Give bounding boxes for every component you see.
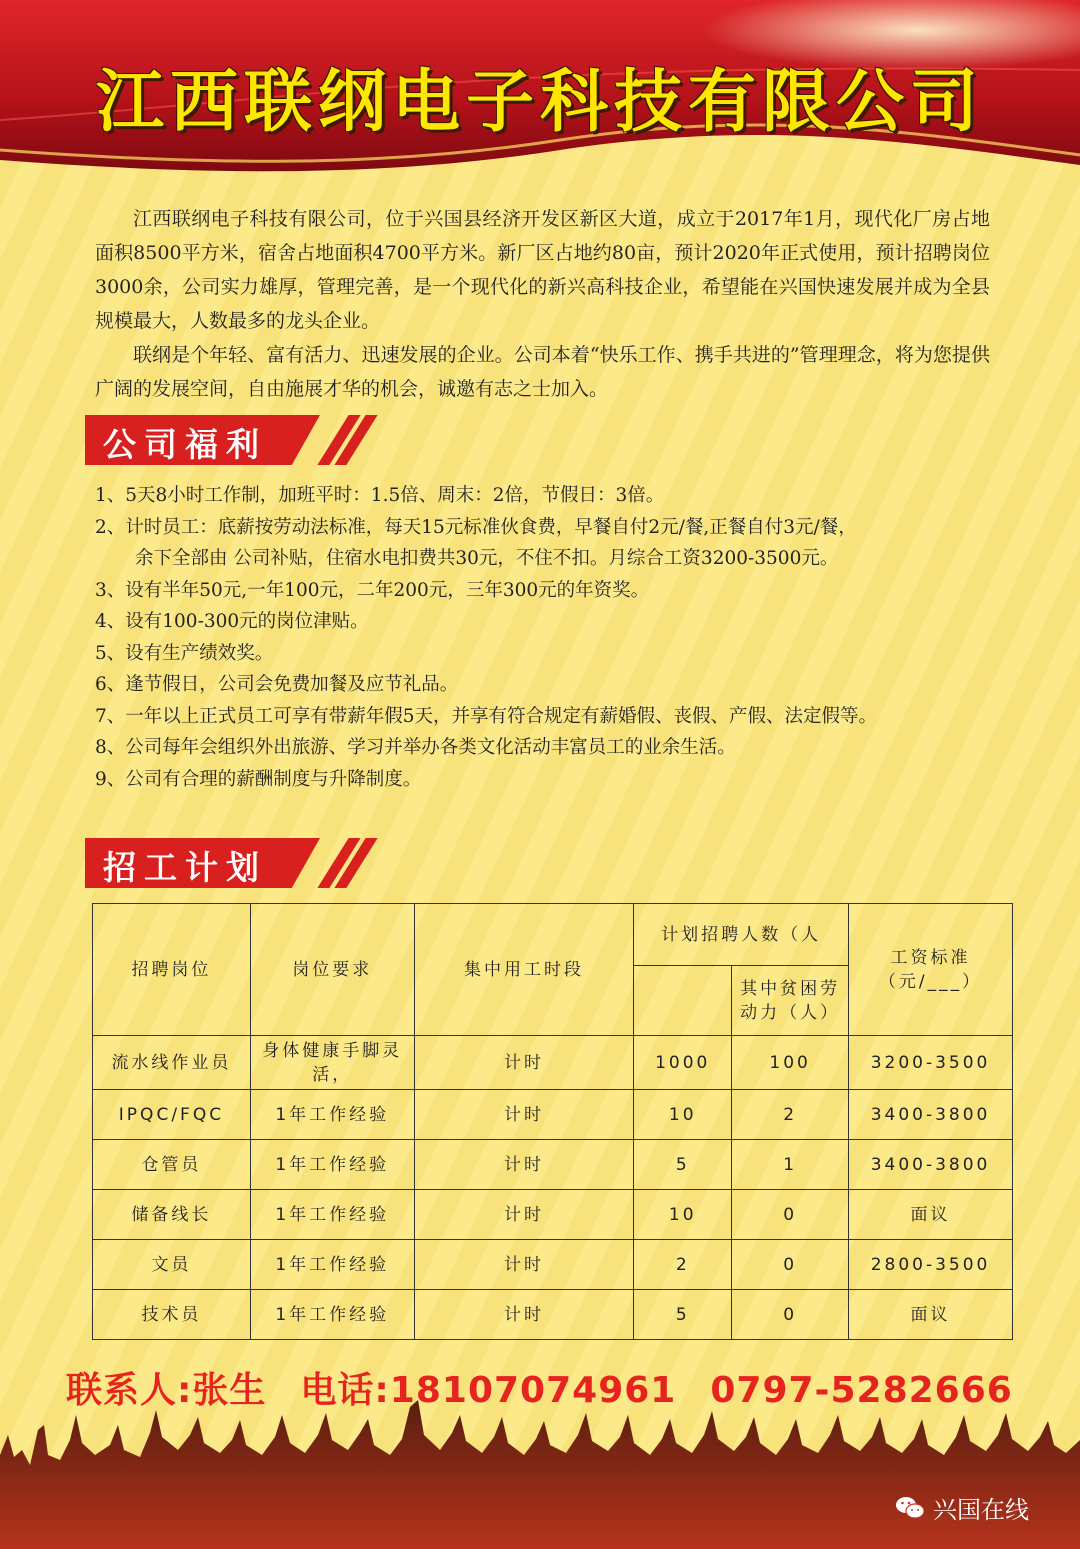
- cell-period: 计时: [414, 1240, 634, 1290]
- cell-salary: 面议: [849, 1290, 1013, 1340]
- header-poor: 其中贫困劳动力（人）: [732, 966, 849, 1036]
- cell-poor: 0: [732, 1240, 849, 1290]
- contact-phone: 电话:18107074961: [300, 1370, 677, 1411]
- plan-heading: 招工计划: [103, 848, 267, 887]
- watermark-text: 兴国在线: [933, 1496, 1029, 1524]
- benefits-heading: 公司福利: [103, 425, 267, 464]
- cell-salary: 2800-3500: [849, 1240, 1013, 1290]
- cell-position: IPQC/FQC: [93, 1090, 251, 1140]
- cell-count: 5: [634, 1290, 732, 1340]
- cell-salary: 3200-3500: [849, 1036, 1013, 1090]
- header-requirement: 岗位要求: [250, 904, 414, 1036]
- cell-requirement: 1年工作经验: [250, 1290, 414, 1340]
- table-row: [93, 1090, 1013, 1140]
- cell-salary: 3400-3800: [849, 1140, 1013, 1190]
- cell-requirement: 1年工作经验: [250, 1240, 414, 1290]
- cell-period: 计时: [414, 1290, 634, 1340]
- contact-landline: 0797-5282666: [710, 1370, 1013, 1411]
- cell-position: 技术员: [93, 1290, 251, 1340]
- header-planned: 计划招聘人数（人: [634, 904, 849, 966]
- cell-poor: 0: [732, 1190, 849, 1240]
- cell-poor: 2: [732, 1090, 849, 1140]
- cell-period: 计时: [414, 1036, 634, 1090]
- benefit-item-continued: 余下全部由 公司补贴，住宿水电扣费共30元，不住不扣。月综合工资3200-3500元。: [135, 548, 839, 569]
- cell-position: 仓管员: [93, 1140, 251, 1190]
- benefits-heading-badge: [85, 415, 385, 465]
- table-row: [93, 1240, 1013, 1290]
- company-intro: [95, 202, 990, 406]
- cell-salary: 面议: [849, 1190, 1013, 1240]
- benefit-item: 7、一年以上正式员工可享有带薪年假5天，并享有符合规定有薪婚假、丧假、产假、法定假等。: [95, 705, 878, 727]
- cell-position: 流水线作业员: [93, 1036, 251, 1090]
- cell-count: 10: [634, 1190, 732, 1240]
- company-title: 江西联纲电子科技有限公司: [95, 63, 984, 142]
- wechat-icon: [895, 1495, 925, 1521]
- benefit-item: 1、5天8小时工作制，加班平时：1.5倍、周末：2倍，节假日：3倍。: [95, 485, 665, 506]
- benefit-item: 5、设有生产绩效奖。: [95, 642, 274, 664]
- cell-period: 计时: [414, 1090, 634, 1140]
- header-salary: 工资标准（元/___）: [849, 904, 1013, 1036]
- cell-count: 2: [634, 1240, 732, 1290]
- table-row: [93, 1190, 1013, 1240]
- table-row: [93, 1036, 1013, 1090]
- header-planned-total: [634, 966, 732, 1036]
- cell-poor: 100: [732, 1036, 849, 1090]
- cell-period: 计时: [414, 1140, 634, 1190]
- benefit-item: 6、逢节假日，公司会免费加餐及应节礼品。: [95, 674, 459, 695]
- cell-position: 文员: [93, 1240, 251, 1290]
- cell-count: 10: [634, 1090, 732, 1140]
- cell-salary: 3400-3800: [849, 1090, 1013, 1140]
- benefits-list: [95, 480, 1025, 795]
- crowd-silhouette: [0, 1395, 1080, 1549]
- cell-count: 1000: [634, 1036, 732, 1090]
- table-row: [93, 1290, 1013, 1340]
- cell-poor: 1: [732, 1140, 849, 1190]
- benefit-item: 3、设有半年50元,一年100元，二年200元，三年300元的年资奖。: [95, 579, 650, 601]
- contact-person: 联系人:张生: [66, 1370, 267, 1411]
- intro-paragraph-1: 江西联纲电子科技有限公司，位于兴国县经济开发区新区大道，成立于2017年1月，现代化厂房占地面积8500平方米，宿舍占地面积4700平方米。新厂区占地约80亩，预计2020年正式使用，预计招聘岗位3000余，公司实力雄厚，管理完善，是一个现代化的新兴高科技企业，希望能在兴国快速发展并成为全县规模最大，人数最多的龙头企业。: [95, 208, 990, 332]
- watermark: [895, 1490, 1029, 1525]
- cell-count: 5: [634, 1140, 732, 1190]
- cell-requirement: 1年工作经验: [250, 1090, 414, 1140]
- table-row: [93, 1140, 1013, 1190]
- benefit-item: 2、计时员工：底薪按劳动法标准，每天15元标准伙食费，早餐自付2元/餐,正餐自付3元/餐，: [95, 516, 857, 538]
- cell-period: 计时: [414, 1190, 634, 1240]
- recruitment-table: [92, 903, 1013, 1340]
- benefit-item: 8、公司每年会组织外出旅游、学习并举办各类文化活动丰富员工的业余生活。: [95, 737, 736, 758]
- benefit-item: 9、公司有合理的薪酬制度与升降制度。: [95, 768, 422, 790]
- cell-position: 储备线长: [93, 1190, 251, 1240]
- cell-poor: 0: [732, 1290, 849, 1340]
- benefit-item: 4、设有100-300元的岗位津贴。: [95, 611, 369, 632]
- cell-requirement: 1年工作经验: [250, 1140, 414, 1190]
- header-period: 集中用工时段: [414, 904, 634, 1036]
- intro-paragraph-2: 联纲是个年轻、富有活力、迅速发展的企业。公司本着“快乐工作、携手共进的”管理理念，将为您提供广阔的发展空间，自由施展才华的机会，诚邀有志之士加入。: [95, 344, 990, 400]
- plan-heading-badge: [85, 838, 385, 888]
- cell-requirement: 身体健康手脚灵活，: [250, 1036, 414, 1090]
- cell-requirement: 1年工作经验: [250, 1190, 414, 1240]
- header-position: 招聘岗位: [93, 904, 251, 1036]
